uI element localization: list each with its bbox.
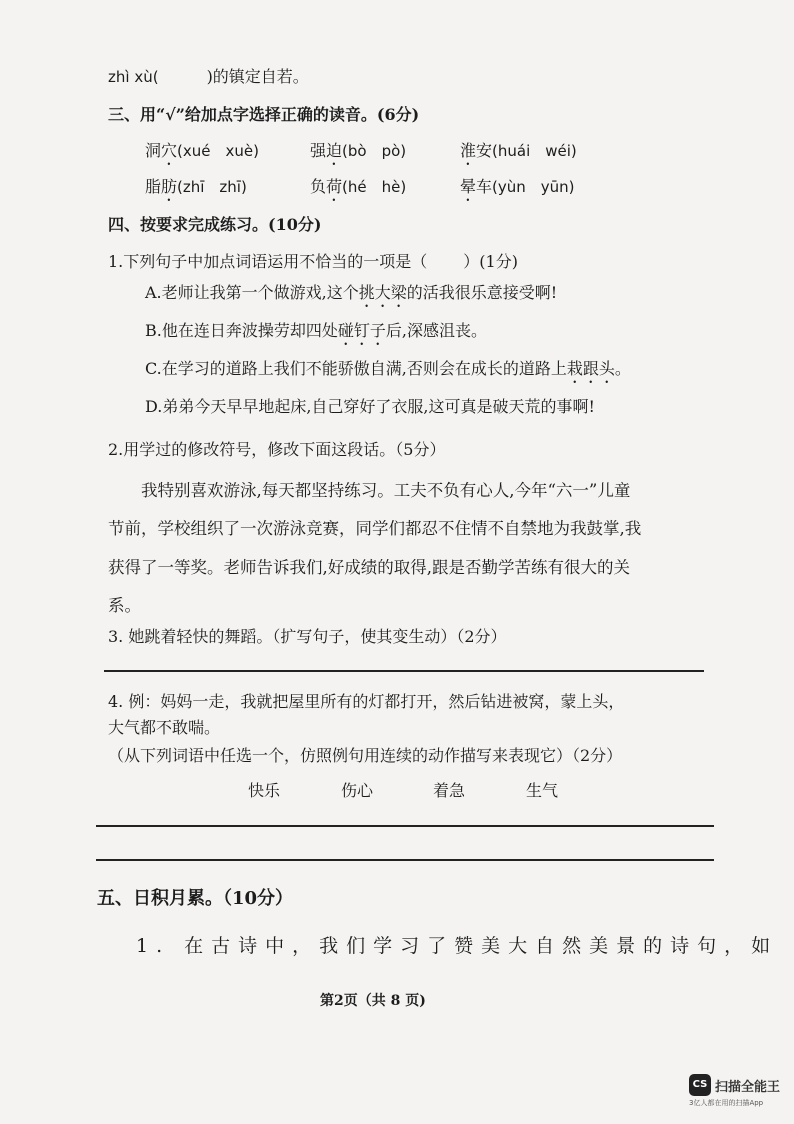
prompt-tail: )的镇定自若。 bbox=[206, 67, 309, 86]
q1-option-c: C.在学习的道路上我们不能骄傲自满,否则会在成长的道路上栽跟头。 bbox=[145, 359, 631, 378]
word-shangxin: 伤心 bbox=[341, 781, 374, 800]
q2-passage-line-4: 系。 bbox=[108, 596, 141, 615]
item-huaian: 淮安(huái wéi) bbox=[460, 141, 577, 160]
page-number: 第2页（共 8 页) bbox=[320, 993, 426, 1009]
q1-stem: 1.下列句子中加点词语运用不恰当的一项是（ ）(1分) bbox=[108, 252, 518, 271]
word-zhaoji: 着急 bbox=[433, 781, 466, 800]
item-fuhe: 负荷(hé hè) bbox=[310, 177, 407, 196]
item-dongxue: 洞穴(xué xuè) bbox=[145, 141, 259, 160]
word-shengqi: 生气 bbox=[526, 781, 559, 800]
badge-name: 扫描全能王 bbox=[714, 1079, 780, 1095]
q4-word-list bbox=[248, 778, 558, 801]
q2-passage-line-3: 获得了一等奖。老师告诉我们,好成绩的取得,跟是否勤学苦练有很大的关 bbox=[108, 558, 630, 577]
q2-passage-line-1: 我特别喜欢游泳,每天都坚持练习。工夫不负有心人,今年“六一”儿童 bbox=[141, 481, 631, 500]
item-zhifang: 脂肪(zhī zhī) bbox=[145, 177, 247, 196]
section-3-title: 三、用“√”给加点字选择正确的读音。(6分) bbox=[108, 105, 420, 124]
badge-tagline: 3亿人都在用的扫描App bbox=[688, 1099, 764, 1107]
item-qiangpo: 强迫(bò pò) bbox=[310, 141, 407, 160]
q1-option-a: A.老师让我第一个做游戏,这个挑大梁的活我很乐意接受啊! bbox=[145, 283, 558, 302]
section-4-title: 四、按要求完成练习。(10分) bbox=[108, 215, 322, 234]
q2-stem: 2.用学过的修改符号，修改下面这段话。（5分） bbox=[108, 440, 446, 459]
q4-answer-line-2[interactable] bbox=[96, 859, 714, 861]
pinyin-prompt: zhì xù( bbox=[108, 68, 159, 86]
pronunciation-row-2 bbox=[145, 174, 575, 205]
sec5-q1: 1. 在古诗中，我们学习了赞美大自然美景的诗句，如 bbox=[136, 935, 779, 957]
q3-stem: 3. 她跳着轻快的舞蹈。（扩写句子，使其变生动）（2分） bbox=[108, 627, 507, 646]
q1-option-b: B.他在连日奔波操劳却四处碰钉子后,深感沮丧。 bbox=[145, 321, 487, 340]
q1-option-d: D.弟弟今天早早地起床,自己穿好了衣服,这可真是破天荒的事啊! bbox=[145, 397, 595, 416]
pronunciation-row-1 bbox=[145, 138, 577, 169]
q4-instruction: （从下列词语中任选一个，仿照例句用连续的动作描写来表现它）（2分） bbox=[108, 746, 623, 765]
word-kuaile: 快乐 bbox=[248, 781, 281, 800]
q4-example-line-1: 4. 例：妈妈一走，我就把屋里所有的灯都打开，然后钻进被窝，蒙上头， bbox=[108, 692, 625, 711]
camscanner-logo-icon: CS bbox=[689, 1074, 711, 1096]
q3-answer-line[interactable] bbox=[104, 670, 704, 672]
item-yunche: 晕车(yùn yūn) bbox=[460, 177, 575, 196]
q4-answer-line-1[interactable] bbox=[96, 825, 714, 827]
prev-question-line bbox=[108, 64, 309, 87]
q2-passage-line-2: 节前，学校组织了一次游泳竞赛，同学们都忍不住情不自禁地为我鼓掌,我 bbox=[108, 519, 642, 538]
q4-example-line-2: 大气都不敢喘。 bbox=[108, 718, 221, 737]
section-5-title: 五、日积月累。（10分） bbox=[97, 888, 294, 909]
scanner-badge bbox=[689, 1074, 780, 1108]
